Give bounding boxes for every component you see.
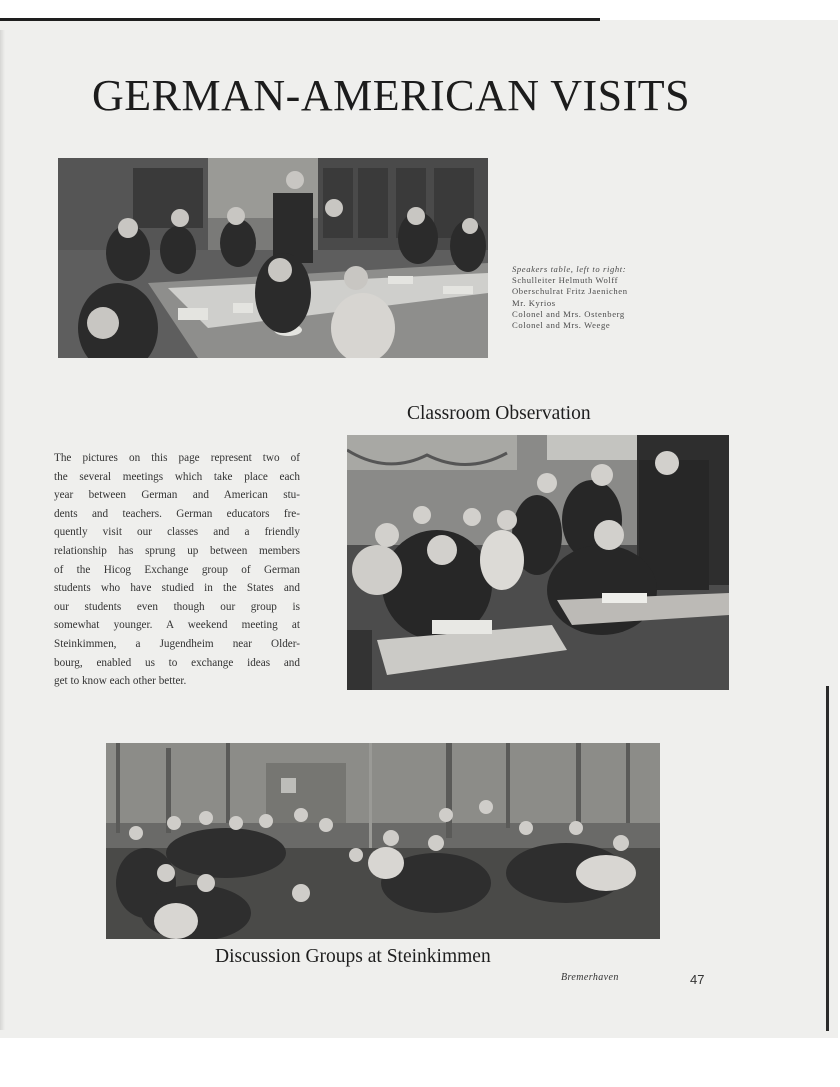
page-edge-shadow xyxy=(826,686,829,1031)
article-line: The pictures on this page represent two of xyxy=(54,452,300,464)
article-line: year between German and American stu- xyxy=(54,489,300,502)
meeting-photo xyxy=(58,158,488,358)
article-line: dents and teachers. German educators fre- xyxy=(54,507,300,520)
article-line: bourg, enabled us to exchange ideas and xyxy=(54,656,300,669)
top-edge-rule xyxy=(0,18,600,21)
article-line: the several meetings which take place each xyxy=(54,470,300,483)
speakers-caption xyxy=(512,264,682,331)
caption-name: Schulleiter Helmuth Wolff xyxy=(512,275,619,286)
article-line: get to know each other better. xyxy=(54,675,187,688)
article-line: students who have studied in the States and xyxy=(54,582,300,595)
discussion-photo xyxy=(106,743,660,939)
discussion-heading: Discussion Groups at Steinkimmen xyxy=(215,946,491,967)
caption-name: Oberschulrat Fritz Jaenichen xyxy=(512,286,628,297)
article-text xyxy=(54,449,300,691)
caption-intro: Speakers table, left to right: xyxy=(512,264,627,274)
footer-school-name: Bremerhaven xyxy=(561,972,619,983)
caption-name: Colonel and Mrs. Ostenberg xyxy=(512,308,625,319)
caption-name: Mr. Kyrios xyxy=(512,297,556,308)
article-line: relationship has sprung up between members xyxy=(54,544,300,557)
caption-name: Colonel and Mrs. Weege xyxy=(512,320,611,331)
article-line: of the Hicog Exchange group of German xyxy=(54,563,300,576)
classroom-heading: Classroom Observation xyxy=(407,403,591,424)
page-title: GERMAN-AMERICAN VISITS xyxy=(92,71,691,120)
article-line: Steinkimmen, a Jugendheim near Older- xyxy=(54,637,300,650)
article-line: quently visit our classes and a friendly xyxy=(54,526,300,539)
article-line: somewhat younger. A weekend meeting at xyxy=(54,619,300,632)
page-number: 47 xyxy=(690,972,705,987)
article-line: our students even though our group is xyxy=(54,600,300,613)
binding-shadow xyxy=(0,30,5,1030)
classroom-photo xyxy=(347,435,729,690)
